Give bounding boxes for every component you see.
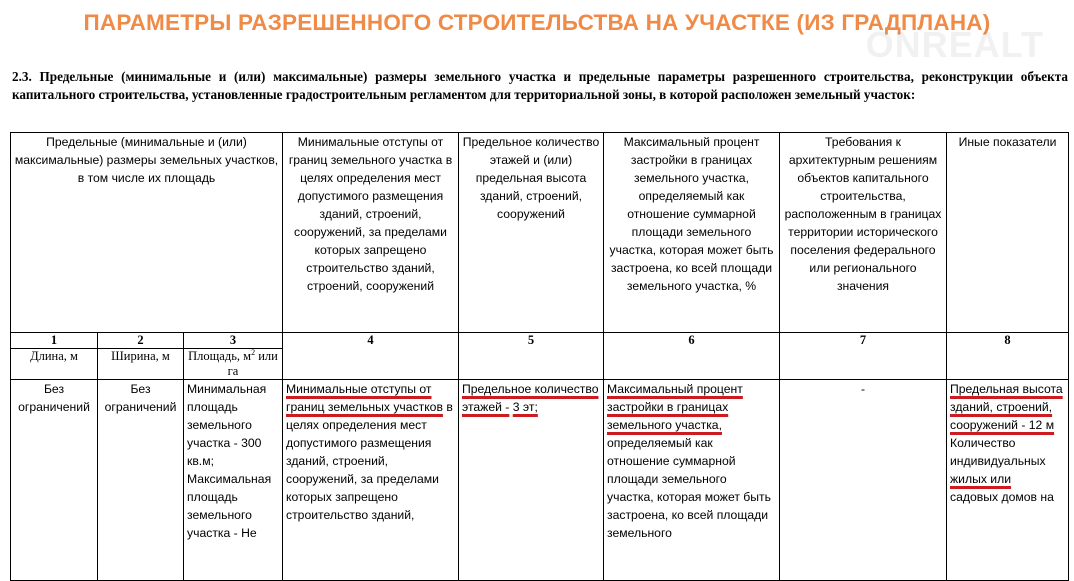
column-number: 2 bbox=[98, 333, 184, 349]
column-number: 7 bbox=[780, 333, 947, 380]
cell-other: Предельная высота зданий, строений, сооружений - 12 м Количество индивидуальных жилых или садовых домов на bbox=[947, 380, 1069, 581]
page-title: ПАРАМЕТРЫ РАЗРЕШЕННОГО СТРОИТЕЛЬСТВА НА УЧАСТКЕ (ИЗ ГРАДПЛАНА) bbox=[83, 10, 991, 35]
cell-architecture: - bbox=[780, 380, 947, 581]
header-other: Иные показатели bbox=[947, 133, 1069, 333]
header-coverage: Максимальный процент застройки в границах земельного участка, определяемый как отношение суммарной площади земельного участка, которая может быть застроена, ко всей площади земельного участка, % bbox=[604, 133, 780, 333]
column-number: 6 bbox=[604, 333, 780, 380]
cell-setbacks: Минимальные отступы от границ земельных участков в целях определения мест допустимого размещения зданий, строений, сооружений, за пределами которых запрещено строительство зданий, bbox=[283, 380, 459, 581]
cell-length: Без ограничений bbox=[11, 380, 98, 581]
watermark-logo: ONREALT bbox=[865, 24, 1044, 65]
header-architecture: Требования к архитектурным решениям объектов капитального строительства, расположенным в границах территории исторического поселения федерального или регионального значения bbox=[780, 133, 947, 333]
subheader-width: Ширина, м bbox=[98, 349, 184, 380]
header-setbacks: Минимальные отступы от границ земельного участка в целях определения мест допустимого размещения зданий, строений, сооружений, за пределами которых запрещено строительство зданий, строений, сооружений bbox=[283, 133, 459, 333]
subheader-length: Длина, м bbox=[11, 349, 98, 380]
section-intro: 2.3. Предельные (минимальные и (или) максимальные) размеры земельного участка и предельные параметры разрешенного строительства, реконструкции объекта капитального строительства, установленные градостроительным регламентом для территориальной зоны, в которой расположен земельный участок: bbox=[12, 69, 1068, 102]
header-floors: Предельное количество этажей и (или) предельная высота зданий, строений, сооружений bbox=[459, 133, 604, 333]
header-sizes: Предельные (минимальные и (или) максимальные) размеры земельных участков, в том числе их площадь bbox=[11, 133, 283, 333]
column-number: 5 bbox=[459, 333, 604, 380]
column-number: 1 bbox=[11, 333, 98, 349]
cell-area: Минимальная площадь земельного участка - 300 кв.м; Максимальная площадь земельного участка - Не bbox=[184, 380, 283, 581]
column-number: 8 bbox=[947, 333, 1069, 380]
cell-coverage: Максимальный процент застройки в границах земельного участка, определяемый как отношение суммарной площади земельного участка, которая может быть застроена, ко всей площади земельного bbox=[604, 380, 780, 581]
column-number: 3 bbox=[184, 333, 283, 349]
parameters-table bbox=[10, 132, 1069, 581]
cell-width: Без ограничений bbox=[98, 380, 184, 581]
column-number: 4 bbox=[283, 333, 459, 380]
cell-floors: Предельное количество этажей - 3 эт; bbox=[459, 380, 604, 581]
subheader-area: Площадь, $м^2$ или га bbox=[184, 349, 283, 380]
